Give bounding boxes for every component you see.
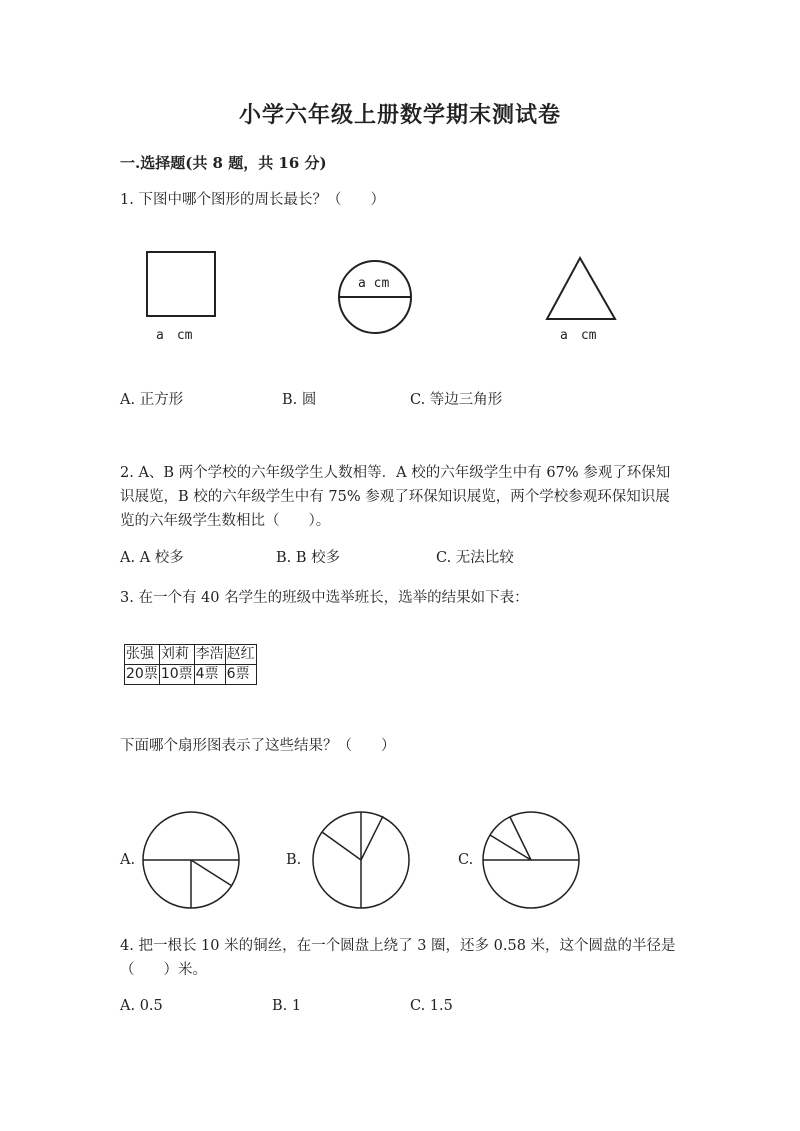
- q1-option-c[interactable]: C. 等边三角形: [410, 392, 503, 408]
- table-cell: 刘莉: [159, 645, 194, 665]
- question-4-stem: 4. 把一根长 10 米的铜丝，在一个圆盘上绕了 3 圈，还多 0.58 米，这个圆盘的半径是（ ）米。: [120, 938, 676, 978]
- q2-option-b[interactable]: B. B 校多: [276, 550, 341, 566]
- q4-option-b[interactable]: B. 1: [272, 998, 302, 1014]
- table-row-names: [125, 645, 257, 665]
- question-3-sub-stem: 下面哪个扇形图表示了这些结果？（ ）: [120, 738, 396, 754]
- q4-option-c[interactable]: C. 1.5: [410, 998, 453, 1014]
- page-title: 小学六年级上册数学期末测试卷: [238, 102, 561, 128]
- q1-option-a[interactable]: A. 正方形: [120, 392, 184, 408]
- table-cell: 赵红: [225, 645, 256, 665]
- section-heading: 一.选择题(共 8 题，共 16 分): [120, 154, 327, 172]
- pie-chart-c: [480, 808, 584, 912]
- question-1-stem: 1. 下图中哪个图形的周长最长？（ ）: [120, 192, 385, 208]
- table-cell: 10票: [159, 665, 194, 685]
- pie-b-divider: [322, 832, 361, 860]
- square-side-label: a cm: [156, 328, 193, 343]
- triangle-figure: [542, 252, 622, 324]
- q1-option-b[interactable]: B. 圆: [282, 392, 317, 408]
- pie-option-a-label[interactable]: A.: [120, 852, 136, 868]
- vote-table: [124, 644, 257, 685]
- table-cell: 李浩: [194, 645, 225, 665]
- table-row-votes: [125, 665, 257, 685]
- table-cell: 张强: [125, 645, 160, 665]
- circle-figure: [336, 258, 416, 338]
- q4-option-a[interactable]: A. 0.5: [120, 998, 163, 1014]
- circle-diameter-label: a cm: [358, 276, 390, 291]
- pie-b-divider: [361, 816, 383, 860]
- table-cell: 6票: [225, 665, 256, 685]
- square-shape: [147, 252, 215, 316]
- pie-option-c-label[interactable]: C.: [458, 852, 474, 868]
- pie-a-divider: [191, 860, 232, 886]
- question-2-stem: 2. A、B 两个学校的六年级学生人数相等．A 校的六年级学生中有 67% 参观了环保知识展览，B 校的六年级学生中有 75% 参观了环保知识展览，两个学校参观环保知识展览的六年级学生数相比（ ）。: [120, 465, 671, 529]
- triangle-shape: [547, 258, 615, 319]
- q2-option-c[interactable]: C. 无法比较: [436, 550, 514, 566]
- triangle-side-label: a cm: [560, 328, 597, 343]
- question-3-stem: 3. 在一个有 40 名学生的班级中选举班长，选举的结果如下表：: [120, 590, 529, 606]
- pie-chart-b: [310, 808, 414, 912]
- pie-chart-a: [140, 808, 244, 912]
- table-cell: 20票: [125, 665, 160, 685]
- q2-option-a[interactable]: A. A 校多: [120, 550, 184, 566]
- pie-option-b-label[interactable]: B.: [286, 852, 302, 868]
- table-cell: 4票: [194, 665, 225, 685]
